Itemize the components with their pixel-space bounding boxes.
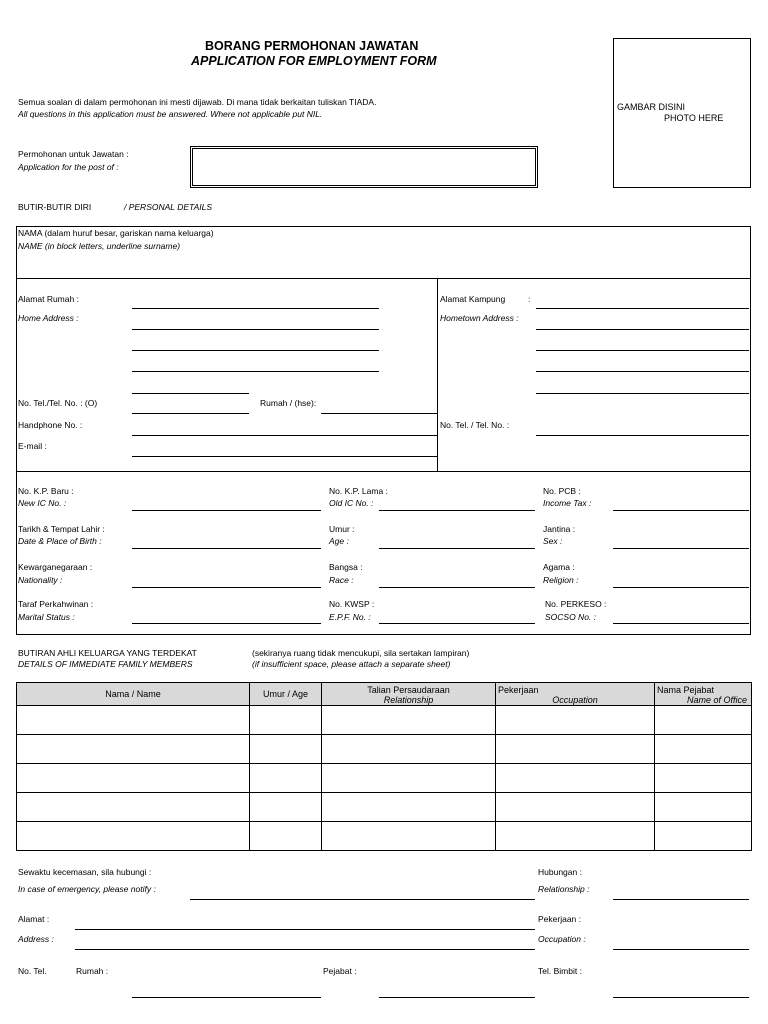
emergency-label-en: In case of emergency, please notify : xyxy=(18,884,156,894)
emergency-address-line-1[interactable] xyxy=(75,929,535,930)
age-label-en: Age : xyxy=(329,536,349,546)
table-cell[interactable] xyxy=(496,764,655,793)
table-cell[interactable] xyxy=(17,822,250,851)
table-cell[interactable] xyxy=(322,735,496,764)
table-row xyxy=(17,735,752,764)
religion-field[interactable] xyxy=(613,587,749,588)
emergency-rel-field[interactable] xyxy=(613,899,749,900)
tel-home-label: Rumah / (hse): xyxy=(260,398,317,408)
table-cell[interactable] xyxy=(250,764,322,793)
name-label-ms: NAMA (dalam huruf besar, gariskan nama keluarga) xyxy=(18,228,214,238)
old-ic-label-en: Old IC No. : xyxy=(329,498,374,508)
post-label-ms: Permohonan untuk Jawatan : xyxy=(18,149,129,159)
age-label-ms: Umur : xyxy=(329,524,355,534)
socso-label-ms: No. PERKESO : xyxy=(545,599,607,609)
personal-heading-ms: BUTIR-BUTIR DIRI xyxy=(18,202,92,212)
marital-label-en: Marital Status : xyxy=(18,612,75,622)
new-ic-field[interactable] xyxy=(132,510,321,511)
photo-label-ms: GAMBAR DISINI xyxy=(617,102,686,112)
hometown-line-3[interactable] xyxy=(536,350,749,351)
pcb-label-ms: No. PCB : xyxy=(543,486,581,496)
home-address-line-2[interactable] xyxy=(132,329,379,330)
form-title-ms: BORANG PERMOHONAN JAWATAN xyxy=(205,39,419,53)
hometown-line-5[interactable] xyxy=(536,393,749,394)
pcb-field[interactable] xyxy=(613,510,749,511)
emergency-rel-label-en: Relationship : xyxy=(538,884,590,894)
religion-label-en: Religion : xyxy=(543,575,579,585)
intro-en: All questions in this application must be answered. Where not applicable put NIL. xyxy=(18,109,323,119)
hometown-colon: : xyxy=(528,294,531,304)
table-cell[interactable] xyxy=(655,822,752,851)
table-cell[interactable] xyxy=(655,764,752,793)
table-row xyxy=(17,793,752,822)
emergency-rel-label-ms: Hubungan : xyxy=(538,867,582,877)
hometown-line-1[interactable] xyxy=(536,308,749,309)
new-ic-label-en: New IC No. : xyxy=(18,498,67,508)
sex-field[interactable] xyxy=(613,548,749,549)
pcb-label-en: Income Tax : xyxy=(543,498,592,508)
emergency-occ-field[interactable] xyxy=(613,949,749,950)
hometown-tel-field[interactable] xyxy=(536,435,749,436)
old-ic-field[interactable] xyxy=(379,510,535,511)
race-label-ms: Bangsa : xyxy=(329,562,363,572)
home-address-line-4[interactable] xyxy=(132,371,379,372)
family-table xyxy=(16,682,752,851)
table-row xyxy=(17,764,752,793)
emergency-name-field[interactable] xyxy=(190,899,535,900)
emergency-tel-label: No. Tel. xyxy=(18,966,47,976)
race-label-en: Race : xyxy=(329,575,354,585)
emergency-address-label-en: Address : xyxy=(18,934,54,944)
old-ic-label-ms: No. K.P. Lama : xyxy=(329,486,388,496)
emergency-occ-label-ms: Pekerjaan : xyxy=(538,914,581,924)
tel-office-label: No. Tel./Tel. No. : (O) xyxy=(18,398,98,408)
table-cell[interactable] xyxy=(250,822,322,851)
hometown-label-ms: Alamat Kampung xyxy=(440,294,506,304)
col-header-occupation: Pekerjaan Occupation xyxy=(496,683,655,706)
age-field[interactable] xyxy=(379,548,535,549)
family-note-en: (if insufficient space, please attach a separate sheet) xyxy=(252,659,451,669)
epf-label-ms: No. KWSP : xyxy=(329,599,375,609)
race-field[interactable] xyxy=(379,587,535,588)
dob-field[interactable] xyxy=(132,548,321,549)
email-label: E-mail : xyxy=(18,441,47,451)
epf-field[interactable] xyxy=(379,623,535,624)
table-cell[interactable] xyxy=(496,793,655,822)
table-cell[interactable] xyxy=(17,735,250,764)
emergency-address-label-ms: Alamat : xyxy=(18,914,50,924)
table-cell[interactable] xyxy=(655,735,752,764)
table-row xyxy=(17,822,752,851)
family-heading-en: DETAILS OF IMMEDIATE FAMILY MEMBERS xyxy=(18,659,193,669)
emergency-home-label: Rumah : xyxy=(76,966,109,976)
emergency-office-field[interactable] xyxy=(379,997,535,998)
table-cell[interactable] xyxy=(17,764,250,793)
emergency-mobile-label: Tel. Bimbit : xyxy=(538,966,582,976)
dob-label-en: Date & Place of Birth : xyxy=(18,536,102,546)
personal-heading-en: / PERSONAL DETAILS xyxy=(124,202,213,212)
table-cell[interactable] xyxy=(322,822,496,851)
socso-label-en: SOCSO No. : xyxy=(545,612,597,622)
new-ic-label-ms: No. K.P. Baru : xyxy=(18,486,74,496)
table-cell[interactable] xyxy=(17,793,250,822)
nationality-label-en: Nationality : xyxy=(18,575,63,585)
hometown-line-2[interactable] xyxy=(536,329,749,330)
table-cell[interactable] xyxy=(496,735,655,764)
religion-label-ms: Agama : xyxy=(543,562,575,572)
sex-label-ms: Jantina : xyxy=(543,524,576,534)
hometown-tel-label: No. Tel. / Tel. No. : xyxy=(440,420,510,430)
photo-label-en: PHOTO HERE xyxy=(664,113,724,123)
table-cell[interactable] xyxy=(496,706,655,735)
table-cell[interactable] xyxy=(322,793,496,822)
col-header-office: Nama Pejabat Name of Office xyxy=(655,683,752,706)
personal-details-box xyxy=(16,226,751,635)
nationality-label-ms: Kewarganegaraan : xyxy=(18,562,93,572)
table-row xyxy=(17,706,752,735)
post-label-en: Application for the post of : xyxy=(18,162,119,172)
socso-field[interactable] xyxy=(613,623,749,624)
marital-field[interactable] xyxy=(132,623,321,624)
home-address-line-5[interactable] xyxy=(132,393,249,394)
emergency-occ-label-en: Occupation : xyxy=(538,934,586,944)
home-address-label-ms: Alamat Rumah : xyxy=(18,294,79,304)
marital-label-ms: Taraf Perkahwinan : xyxy=(18,599,94,609)
family-heading-ms: BUTIRAN AHLI KELUARGA YANG TERDEKAT xyxy=(18,648,197,658)
hometown-line-4[interactable] xyxy=(536,371,749,372)
emergency-address-line-2[interactable] xyxy=(75,949,535,950)
tel-office-field[interactable] xyxy=(132,413,249,414)
col-header-relationship: Talian Persaudaraan Relationship xyxy=(322,683,496,706)
name-label-en: NAME (in block letters, underline surname) xyxy=(18,241,181,251)
intro-ms: Semua soalan di dalam permohonan ini mesti dijawab. Di mana tidak berkaitan tuliskan TIADA. xyxy=(18,97,377,107)
table-cell[interactable] xyxy=(17,706,250,735)
table-cell[interactable] xyxy=(496,822,655,851)
table-cell[interactable] xyxy=(322,706,496,735)
table-cell[interactable] xyxy=(250,735,322,764)
home-address-label-en: Home Address : xyxy=(18,313,79,323)
handphone-label: Handphone No. : xyxy=(18,420,83,430)
emergency-label-ms: Sewaktu kecemasan, sila hubungi : xyxy=(18,867,152,877)
emergency-home-field[interactable] xyxy=(132,997,321,998)
col-header-name: Nama / Name xyxy=(17,683,250,706)
family-table-header xyxy=(17,683,752,706)
tel-home-field[interactable] xyxy=(321,413,437,414)
table-cell[interactable] xyxy=(322,764,496,793)
post-field[interactable] xyxy=(190,146,538,188)
sex-label-en: Sex : xyxy=(543,536,563,546)
table-cell[interactable] xyxy=(250,793,322,822)
form-title-en: APPLICATION FOR EMPLOYMENT FORM xyxy=(191,54,437,68)
epf-label-en: E.P.F. No. : xyxy=(329,612,371,622)
table-cell[interactable] xyxy=(655,706,752,735)
home-address-line-1[interactable] xyxy=(132,308,379,309)
family-note-ms: (sekiranya ruang tidak mencukupi, sila sertakan lampiran) xyxy=(252,648,470,658)
hometown-label-en: Hometown Address : xyxy=(440,313,519,323)
table-cell[interactable] xyxy=(655,793,752,822)
dob-label-ms: Tarikh & Tempat Lahir : xyxy=(18,524,105,534)
photo-box[interactable] xyxy=(613,38,751,188)
handphone-field[interactable] xyxy=(132,435,437,436)
col-header-age: Umur / Age xyxy=(250,683,322,706)
table-cell[interactable] xyxy=(250,706,322,735)
nationality-field[interactable] xyxy=(132,587,321,588)
home-address-line-3[interactable] xyxy=(132,350,379,351)
emergency-mobile-field[interactable] xyxy=(613,997,749,998)
emergency-office-label: Pejabat : xyxy=(323,966,357,976)
email-field[interactable] xyxy=(132,456,437,457)
